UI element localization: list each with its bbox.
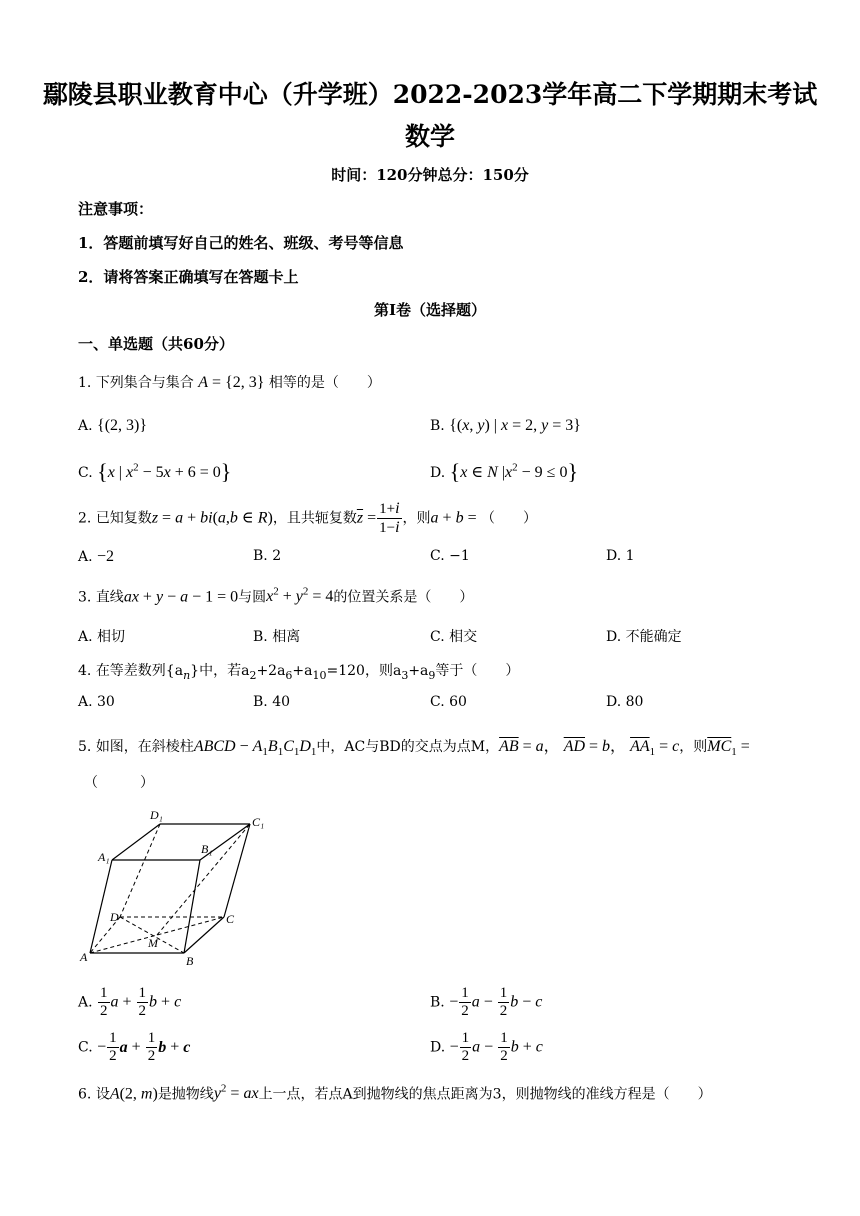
question-5-option-a[interactable]: A. $\frac{1}{2}$ a + $\frac{1}{2}$ b + c bbox=[78, 985, 182, 1019]
question-2-option-d[interactable]: D. 1 bbox=[606, 548, 635, 564]
question-4-option-b[interactable]: B. 40 bbox=[253, 694, 291, 710]
question-3-option-c[interactable]: C. 相交 bbox=[430, 629, 478, 645]
question-1-option-c[interactable]: C. {x | $x^2 - 5x + 6 = 0$} bbox=[78, 459, 232, 484]
label-a1: A₁ bbox=[98, 850, 110, 864]
label-a: A bbox=[80, 950, 88, 964]
label-c: C bbox=[226, 912, 235, 926]
time-info: 时间：120分钟总分：150分 bbox=[331, 166, 529, 184]
question-6: 6. 设A(2, m)是抛物线$y^2$ = ax上一点，若点A到抛物线的焦点距离为3，则抛物线的准线方程是（ ） bbox=[78, 1083, 712, 1103]
question-2-option-b[interactable]: B. 2 bbox=[253, 548, 282, 564]
label-c1: C₁ bbox=[252, 815, 265, 829]
question-2-option-a[interactable]: A. −2 bbox=[78, 548, 115, 565]
question-4-option-a[interactable]: A. 30 bbox=[78, 694, 115, 710]
label-d: D bbox=[110, 910, 119, 924]
question-5-paren: （ ） bbox=[84, 775, 154, 791]
question-1: 1. 下列集合与集合 A = {2, 3} 相等的是（ ） bbox=[78, 374, 381, 391]
label-m: M bbox=[148, 936, 158, 950]
exam-title: 鄢陵县职业教育中心（升学班）2022-2023学年高二下学期期末考试 bbox=[42, 80, 818, 109]
question-4-option-d[interactable]: D. 80 bbox=[606, 694, 644, 710]
question-2: 2. 已知复数z = a + bi(a,b ∈ R)，且共轭复数$\overline{z}$ = $\frac{1+i}{1-i}$ ，则a + b = （ ） bbox=[78, 500, 538, 536]
question-4: 4. 在等差数列$\{a_n\}$中，若$a_2+2a_6+a_{10}=120$，则$a_3+a_9$等于（ ） bbox=[78, 663, 520, 682]
label-d1: D₁ bbox=[150, 808, 163, 822]
question-5-option-b[interactable]: B. − $\frac{1}{2}$ a − $\frac{1}{2}$ b − c bbox=[430, 985, 543, 1019]
question-3-option-d[interactable]: D. 不能确定 bbox=[606, 629, 682, 645]
question-5-option-c[interactable]: C. − $\frac{1}{2}$ a + $\frac{1}{2}$ b + c bbox=[78, 1030, 191, 1064]
label-b: B bbox=[186, 954, 194, 968]
question-3-option-b[interactable]: B. 相离 bbox=[253, 629, 301, 645]
volume-title: 第Ⅰ卷（选择题） bbox=[373, 301, 487, 319]
notice-item: 2．请将答案正确填写在答题卡上 bbox=[78, 268, 299, 286]
prism-figure bbox=[78, 805, 278, 970]
question-5: 5. 如图，在斜棱柱ABCD − $A_1B_1C_1D_1$中，AC与BD的交点为点M，$\overline{AB} = a$， $\overline{AD} = b$， $\overline{AA}_1 = c$，则$\overline{MC}_1$ = bbox=[78, 738, 750, 759]
question-2-option-c[interactable]: C. −1 bbox=[430, 548, 470, 564]
question-1-option-d[interactable]: D. {x ∈ N $|x^2 - 9 \le 0$} bbox=[430, 459, 579, 484]
section-title: 一、单选题（共60分） bbox=[78, 335, 234, 353]
notice-heading: 注意事项： bbox=[78, 200, 154, 218]
question-3: 3. 直线ax + y − a − 1 = 0与圆$x^2 + y^2 = 4$的位置关系是（ ） bbox=[78, 586, 474, 606]
subject-title: 数学 bbox=[404, 122, 455, 151]
question-3-option-a[interactable]: A. 相切 bbox=[78, 629, 126, 645]
question-1-option-a[interactable]: A. {(2, 3)} bbox=[78, 417, 148, 434]
question-1-option-b[interactable]: B. {(x, y) | x = 2, y = 3} bbox=[430, 417, 581, 434]
question-4-option-c[interactable]: C. 60 bbox=[430, 694, 467, 710]
label-b1: B₁ bbox=[201, 842, 213, 856]
notice-item: 1．答题前填写好自己的姓名、班级、考号等信息 bbox=[78, 234, 404, 252]
question-5-option-d[interactable]: D. − $\frac{1}{2}$ a − $\frac{1}{2}$ b + c bbox=[430, 1030, 543, 1064]
